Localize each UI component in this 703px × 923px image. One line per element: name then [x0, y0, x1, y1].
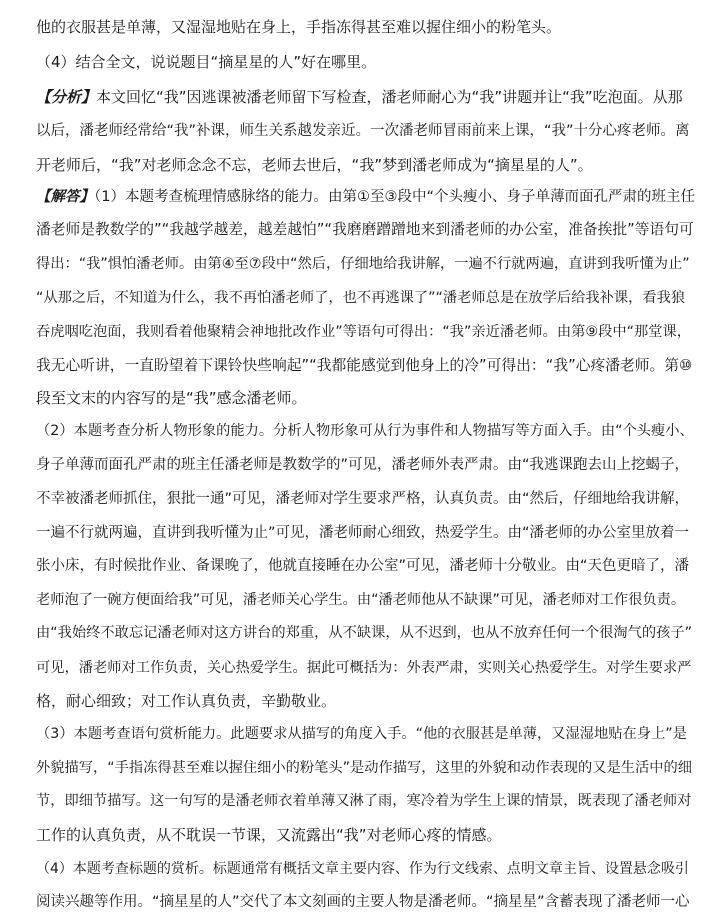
- text-line: 我无心听讲，一直盼望着下课铃快些响起”“我都能感觉到他身上的冷”可得出：“我”心疼潘老师。第⑩: [36, 357, 693, 374]
- text-line: 身子单薄而面孔严肃的班主任潘老师是教数学的”可见，潘老师外表严肃。由“我逃课跑去山上挖蝎子，: [36, 457, 690, 473]
- text-line: 得出：“我”惧怕潘老师。由第④至⑦段中“然后，仔细地给我讲解，一遍不行就两遍，直讲到我听懂为止”: [36, 256, 690, 272]
- answer-label: 【解答】: [36, 189, 94, 205]
- text-line: 本文回忆“我”因逃课被潘老师留下写检查，潘老师耐心为“我”讲题并让“我”吃泡面。从那: [96, 88, 683, 106]
- text-line: 格，耐心细致；对工作认真负责，辛勤敬业。: [36, 692, 337, 710]
- text-line: 可见，潘老师对工作负责，关心热爱学生。据此可概括为：外表严肃，实则关心热爱学生。对学生要求严: [36, 660, 692, 676]
- text-line: 一遍不行就两遍，直讲到我听懂为止”可见，潘老师耐心细致，热爱学生。由“潘老师的办公室里放着一: [36, 525, 690, 541]
- analysis-label: 【分析】: [36, 88, 97, 106]
- text-line: 由“我始终不敢忘记潘老师对这方讲台的郑重，从不缺课，从不迟到，也从不放弃任何一个很淘气的孩子”: [36, 625, 693, 641]
- text-line: “从那之后，不知道为什么，我不再怕潘老师了，也不再逃课了”“潘老师总是在放学后给我补课，看我狼: [36, 290, 686, 306]
- text-line: （1）本题考查梳理情感脉络的能力。由第①至③段中“个头瘦小、身子单薄而面孔严肃的班主任: [94, 189, 695, 205]
- analysis-first-line: [36, 88, 686, 106]
- answer-first-line: [36, 188, 695, 206]
- text-line: 老师泡了一碗方便面给我”可见，潘老师关心学生。由“潘老师他从不缺课”可见，潘老师对工作很负责。: [36, 592, 686, 608]
- text-line: 他的衣服甚是单薄，又湿湿地贴在身上，手指冻得甚至难以握住细小的粉笔头。: [36, 18, 562, 36]
- text-line: （2）本题考查分析人物形象的能力。分析人物形象可从行为事件和人物描写等方面入手。由“个头瘦小、: [36, 423, 694, 439]
- text-line: 吞虎咽吃泡面，我则看着他聚精会神地批改作业”等语句可得出：“我”亲近潘老师。由第⑨段中“那堂课，: [36, 324, 692, 340]
- text-line: 段至文末的内容写的是“我”感念潘老师。: [36, 389, 307, 407]
- text-line: 以后，潘老师经常给“我”补课，师生关系越发亲近。一次潘老师冒雨前来上课，“我”十分心疼老师。离: [36, 123, 690, 139]
- text-line: 节，即细节描写。这一句写的是潘老师衣着单薄又淋了雨，寒冷着为学生上课的情景，既表现了潘老师对: [36, 793, 692, 809]
- text-line: 开老师后，“我”对老师念念不忘，老师去世后，“我”梦到潘老师成为“摘星星的人”。: [36, 156, 593, 174]
- text-line: （3）本题考查语句赏析能力。此题要求从描写的角度入手。“他的衣服甚是单薄，又湿湿地贴在身上”是: [36, 726, 687, 742]
- text-line: 潘老师是教数学的”“我越学越差，越差越怕”“我磨磨蹭蹭地来到潘老师的办公室，准备挨批”等语句可: [36, 221, 694, 238]
- question-4-line: （4）结合全文，说说题目“摘星星的人”好在哪里。: [36, 53, 377, 71]
- text-line: 张小床，有时候批作业、备课晚了，他就直接睡在办公室”可见，潘老师十分敬业。由“天色更暗了，潘: [36, 558, 690, 574]
- text-line: 不幸被潘老师抓住，狠批一通”可见，潘老师对学生要求严格，认真负责。由“然后，仔细地给我讲解，: [36, 491, 690, 507]
- text-line: 工作的认真负责，从不耽误一节课，又流露出“我”对老师心疼的情感。: [36, 826, 502, 844]
- text-line: 外貌描写，“手指冻得甚至难以握住细小的粉笔头”是动作描写，这里的外貌和动作表现的又是生活中的细: [36, 760, 693, 776]
- text-line: 阅读兴趣等作用。“摘星星的人”交代了本文刻画的主要人物是潘老师。“摘星星”含蓄表现了潘老师一心: [36, 894, 690, 910]
- text-line: （4）本题考查标题的赏析。标题通常有概括文章主要内容、作为行文线索、点明文章主旨、设置悬念吸引: [36, 861, 689, 877]
